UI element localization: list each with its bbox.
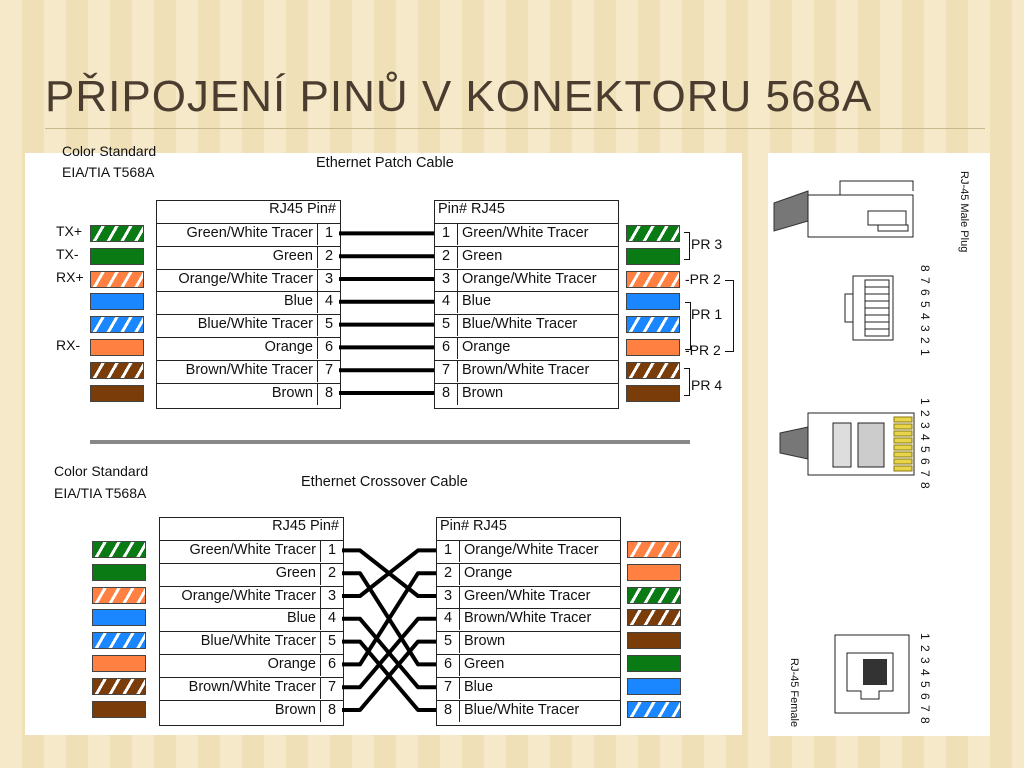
- signal-label: RX+: [56, 268, 84, 285]
- cross-left-wire-swatch-blue: [92, 609, 146, 626]
- wire-color-label: Orange: [464, 564, 513, 581]
- wire-color-label: Green/White Tracer: [464, 587, 591, 604]
- cross-left-wire-swatch-brown-tracer: [92, 678, 146, 695]
- pin-number: 4: [324, 293, 334, 310]
- pin-number: 5: [327, 633, 337, 650]
- wire-color-label: Green: [462, 247, 503, 264]
- wire-color-label: Orange: [267, 656, 316, 672]
- wire-color-label: Brown: [271, 384, 313, 401]
- pin-number: 8: [443, 701, 453, 718]
- wire-color-label: Green: [275, 564, 316, 581]
- pin-number: 5: [443, 633, 453, 650]
- signal-label: RX-: [56, 337, 81, 353]
- cross-right-wire-swatch-orange-tracer: [627, 541, 681, 558]
- wire-color-label: Orange/White Tracer: [464, 542, 599, 558]
- wire-color-label: Blue/White Tracer: [464, 701, 580, 718]
- rj45-plug-top-icon: [778, 403, 928, 483]
- wire-color-label: Orange: [462, 339, 511, 355]
- wire-color-label: Brown: [274, 701, 316, 718]
- wire-color-label: Green/White Tracer: [462, 225, 589, 241]
- cross-right-wire-swatch-green: [627, 655, 681, 672]
- pin-number: 6: [441, 339, 451, 355]
- connector-illustrations-panel: [768, 153, 990, 736]
- cross-right-wire-swatch-blue: [627, 678, 681, 695]
- wire-color-label: Blue/White Tracer: [462, 316, 578, 333]
- crossover-cable-title: Ethernet Crossover Cable: [301, 474, 468, 490]
- wire-color-label: Blue/White Tracer: [197, 316, 313, 333]
- cross-left-wire-swatch-orange-tracer: [92, 587, 146, 604]
- wire-color-label: Brown/White Tracer: [188, 678, 316, 695]
- pin-number: 4: [441, 293, 451, 310]
- pin-number: 5: [324, 316, 334, 333]
- female-jack-label: RJ-45 Female: [788, 658, 800, 728]
- pin-number: 3: [441, 270, 451, 287]
- pair-label: -PR 2: [685, 342, 721, 358]
- pin-number: 2: [443, 564, 453, 581]
- pair-label: -PR 2: [685, 271, 721, 287]
- pair-label: PR 4: [691, 377, 723, 393]
- wire-color-label: Blue: [464, 678, 494, 695]
- rj45-male-plug-side-icon: [768, 163, 928, 253]
- wire-color-label: Orange/White Tracer: [462, 270, 597, 287]
- wire-color-label: Blue: [283, 293, 313, 310]
- patch-left-header: RJ45 Pin#: [269, 201, 336, 217]
- wire-color-label: Green/White Tracer: [189, 542, 316, 558]
- cross-right-wire-swatch-green-tracer: [627, 587, 681, 604]
- cross-right-wire-swatch-blue-tracer: [627, 701, 681, 718]
- signal-label: TX-: [56, 245, 79, 262]
- pin-number: 3: [443, 587, 453, 604]
- cross-right-wire-swatch-brown: [627, 632, 681, 649]
- cross-standard-line1: Color Standard: [54, 463, 149, 479]
- pair-label: PR 1: [691, 306, 723, 322]
- pin-number: 2: [327, 564, 337, 581]
- wire-color-label: Brown/White Tracer: [185, 361, 313, 378]
- cross-right-wire-swatch-orange: [627, 564, 681, 581]
- pin-number: 3: [327, 587, 337, 604]
- pin-number: 2: [441, 247, 451, 264]
- pin-number: 7: [443, 678, 453, 695]
- pin-number: 7: [441, 361, 451, 378]
- pair-label: PR 3: [691, 236, 723, 252]
- slide-title: PŘIPOJENÍ PINŮ V KONEKTORU 568A: [45, 72, 873, 121]
- pin-number: 1: [441, 225, 451, 241]
- wire-color-label: Blue: [286, 610, 316, 627]
- pin-number: 6: [327, 656, 337, 672]
- wire-color-label: Green: [464, 656, 505, 672]
- wire-color-label: Orange: [264, 339, 313, 355]
- wire-color-label: Brown/White Tracer: [462, 361, 590, 378]
- pin-number: 1: [327, 542, 337, 558]
- patch-cable-title: Ethernet Patch Cable: [316, 155, 454, 171]
- pin-number: 8: [441, 384, 451, 401]
- pin-numbers-desc: 8 7 6 5 4 3 2 1: [918, 265, 932, 357]
- patch-standard-line2: EIA/TIA T568A: [62, 164, 155, 180]
- wire-color-label: Green: [272, 247, 313, 264]
- patch-right-header: Pin# RJ45: [438, 201, 505, 217]
- pin-number: 3: [324, 270, 334, 287]
- pin-number: 7: [327, 678, 337, 695]
- pin-number: 2: [324, 247, 334, 264]
- pin-numbers-asc: 1 2 3 4 5 6 7 8: [918, 398, 932, 490]
- pin-number: 1: [443, 542, 453, 558]
- cross-left-wire-swatch-green-tracer: [92, 541, 146, 558]
- pin-number: 7: [324, 361, 334, 378]
- cross-right-header: Pin# RJ45: [440, 518, 507, 534]
- title-divider: [45, 128, 985, 129]
- wiring-diagram-panel: [25, 143, 742, 735]
- wire-color-label: Orange/White Tracer: [178, 270, 313, 287]
- wire-color-label: Brown/White Tracer: [464, 610, 592, 627]
- wire-color-label: Green/White Tracer: [186, 225, 313, 241]
- cross-left-wire-swatch-brown: [92, 701, 146, 718]
- wire-color-label: Brown: [462, 384, 504, 401]
- cross-left-wire-swatch-orange: [92, 655, 146, 672]
- pin-number: 6: [324, 339, 334, 355]
- pin-numbers-asc-female: 1 2 3 4 5 6 7 8: [918, 633, 932, 725]
- pin-number: 8: [324, 384, 334, 401]
- patch-standard-line1: Color Standard: [62, 143, 157, 159]
- pin-number: 1: [324, 225, 334, 241]
- wire-color-label: Blue/White Tracer: [200, 633, 316, 650]
- cross-left-wire-swatch-green: [92, 564, 146, 581]
- cross-left-wire-swatch-blue-tracer: [92, 632, 146, 649]
- male-plug-label: RJ-45 Male Plug: [958, 171, 970, 253]
- pin-number: 8: [327, 701, 337, 718]
- wire-color-label: Orange/White Tracer: [181, 587, 316, 604]
- pin-number: 5: [441, 316, 451, 333]
- wire-color-label: Blue: [462, 293, 492, 310]
- pin-number: 4: [327, 610, 337, 627]
- signal-label: TX+: [56, 223, 83, 239]
- wire-color-label: Brown: [464, 633, 506, 650]
- cross-right-wire-swatch-brown-tracer: [627, 609, 681, 626]
- pin-number: 4: [443, 610, 453, 627]
- rj45-plug-front-icon: [843, 268, 903, 348]
- cross-standard-line2: EIA/TIA T568A: [54, 485, 147, 501]
- cross-left-header: RJ45 Pin#: [272, 518, 339, 534]
- rj45-female-jack-icon: [833, 633, 913, 715]
- pin-number: 6: [443, 656, 453, 672]
